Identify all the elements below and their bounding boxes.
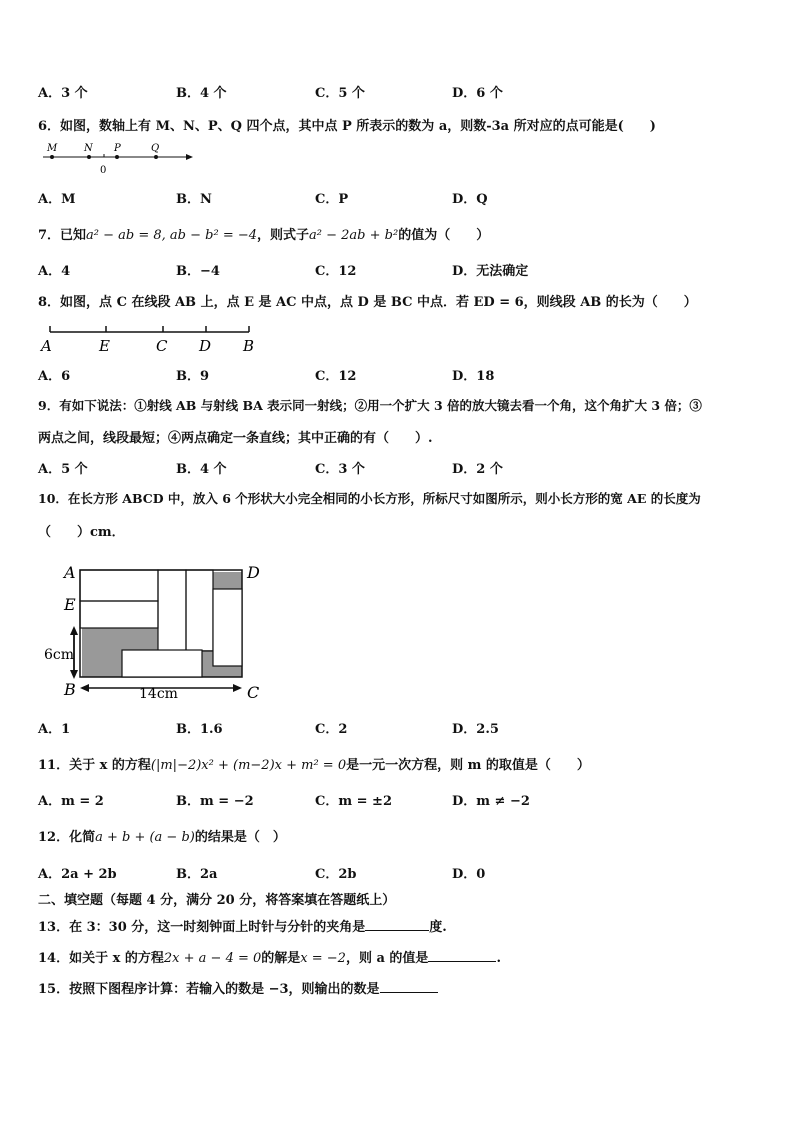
q15-answer-blank[interactable] bbox=[380, 980, 438, 993]
q8-stem: 8．如图，点 C 在线段 AB 上，点 E 是 AC 中点，点 D 是 BC 中点．若 ED = 6，则线段 AB 的长为（ ） bbox=[38, 295, 697, 310]
q9-option-b: B．4 个 bbox=[176, 462, 227, 477]
q8-option-a: A．6 bbox=[38, 369, 71, 384]
q8-option-b: B．9 bbox=[176, 369, 210, 384]
q12-option-b: B．2a bbox=[176, 867, 218, 882]
q10-rectangle-figure bbox=[38, 558, 274, 704]
q11-option-b: B．m = −2 bbox=[176, 794, 254, 809]
q11-stem bbox=[38, 754, 590, 773]
q6-label-n: N bbox=[84, 143, 93, 154]
q9-stem-line2: 两点之间，线段最短；④两点确定一条直线；其中正确的有（ ）. bbox=[38, 431, 433, 446]
q7-math-given: a² − ab = 8, ab − b² = −4 bbox=[86, 228, 258, 243]
q8-point-b: B bbox=[243, 337, 255, 355]
q11-math-equation: (|m|−2)x² + (m−2)x + m² = 0 bbox=[150, 758, 347, 773]
q14-math-equation: 2x + a − 4 = 0 bbox=[163, 951, 262, 966]
q8-point-d: D bbox=[199, 337, 212, 355]
q11-option-d: D．m ≠ −2 bbox=[452, 794, 530, 809]
q7-mid: ，则式子 bbox=[257, 228, 310, 243]
q7-suffix: 的值为（ ） bbox=[398, 228, 490, 243]
q13-answer-blank[interactable] bbox=[365, 918, 429, 931]
q14-mid: 的解是 bbox=[261, 951, 301, 966]
q10-stem-line2: （ ）cm． bbox=[38, 525, 125, 540]
q11-option-a: A．m = 2 bbox=[38, 794, 104, 809]
q11-suffix: 是一元一次方程，则 m 的取值是（ ） bbox=[346, 758, 590, 773]
q10-label-d: D bbox=[247, 563, 260, 582]
q14-prefix: 14．如关于 x 的方程 bbox=[38, 951, 164, 966]
q5-option-b: B．4 个 bbox=[176, 86, 227, 101]
q14-math-solution: x = −2 bbox=[300, 951, 346, 966]
q11-option-c: C．m = ±2 bbox=[315, 794, 392, 809]
q10-option-c: C．2 bbox=[315, 722, 348, 737]
q12-suffix: 的结果是（ ） bbox=[194, 830, 286, 845]
q5-option-d: D．6 个 bbox=[452, 86, 503, 101]
q7-option-c: C．12 bbox=[315, 264, 357, 279]
q11-prefix: 11．关于 x 的方程 bbox=[38, 758, 151, 773]
q12-prefix: 12．化简 bbox=[38, 830, 96, 845]
q10-option-d: D．2.5 bbox=[452, 722, 499, 737]
q10-label-e: E bbox=[64, 595, 76, 614]
q8-point-a: A bbox=[41, 337, 52, 355]
q10-label-b: B bbox=[64, 680, 76, 699]
q6-label-p: P bbox=[114, 143, 121, 154]
q9-option-a: A．5 个 bbox=[38, 462, 88, 477]
q5-option-c: C．5 个 bbox=[315, 86, 365, 101]
q6-option-a: A．M bbox=[38, 192, 76, 207]
q7-prefix: 7．已知 bbox=[38, 228, 87, 243]
q6-label-q: Q bbox=[151, 143, 160, 154]
q6-label-zero: 0 bbox=[100, 165, 107, 176]
q12-stem bbox=[38, 826, 286, 845]
q9-option-c: C．3 个 bbox=[315, 462, 365, 477]
section-heading-fill-in: 二、填空题（每题 4 分，满分 20 分，将答案填在答题纸上） bbox=[38, 893, 396, 908]
q7-option-d: D．无法确定 bbox=[452, 264, 529, 279]
q6-stem: 6．如图，数轴上有 M、N、P、Q 四个点，其中点 P 所表示的数为 a，则数-3a 所对应的点可能是( ) bbox=[38, 119, 656, 134]
q7-option-a: A．4 bbox=[38, 264, 71, 279]
q6-option-c: C．P bbox=[315, 192, 349, 207]
q13-stem bbox=[38, 916, 447, 935]
q12-math-expression: a + b + (a − b) bbox=[95, 830, 195, 845]
q6-option-d: D．Q bbox=[452, 192, 488, 207]
q6-number-line-figure bbox=[38, 140, 198, 180]
q12-option-a: A．2a + 2b bbox=[38, 867, 117, 882]
q7-option-b: B．−4 bbox=[176, 264, 220, 279]
q9-stem-line1: 9．有如下说法：①射线 AB 与射线 BA 表示同一射线；②用一个扩大 3 倍的放大镜去看一个角，这个角扩大 3 倍；③ bbox=[38, 398, 702, 413]
q13-prefix: 13．在 3：30 分，这一时刻钟面上时针与分针的夹角是 bbox=[38, 920, 366, 935]
q10-label-c: C bbox=[247, 683, 260, 702]
q7-stem bbox=[38, 224, 489, 243]
q7-math-expression: a² − 2ab + b² bbox=[309, 228, 399, 243]
q10-label-a: A bbox=[64, 563, 76, 582]
q14-mid2: ，则 a 的值是 bbox=[345, 951, 429, 966]
q8-point-e: E bbox=[99, 337, 110, 355]
q6-label-m: M bbox=[47, 143, 58, 154]
q15-text: 15．按照下图程序计算：若输入的数是 −3，则输出的数是 bbox=[38, 982, 380, 997]
q10-label-height: 6cm bbox=[44, 647, 75, 663]
q10-label-width: 14cm bbox=[139, 686, 178, 702]
q5-option-a: A．3 个 bbox=[38, 86, 88, 101]
q13-suffix: 度. bbox=[429, 920, 447, 935]
q10-option-a: A．1 bbox=[38, 722, 71, 737]
q14-answer-blank[interactable] bbox=[428, 949, 496, 962]
q14-suffix: . bbox=[496, 951, 501, 966]
q6-option-b: B．N bbox=[176, 192, 212, 207]
q8-option-d: D．18 bbox=[452, 369, 495, 384]
q10-option-b: B．1.6 bbox=[176, 722, 223, 737]
q8-point-c: C bbox=[156, 337, 168, 355]
q8-segment-figure bbox=[38, 318, 268, 356]
q10-stem-line1: 10．在长方形 ABCD 中，放入 6 个形状大小完全相同的小长方形，所标尺寸如图所示，则小长方形的宽 AE 的长度为 bbox=[38, 491, 701, 506]
q15-stem bbox=[38, 978, 438, 997]
q14-stem bbox=[38, 947, 501, 966]
q12-option-d: D．0 bbox=[452, 867, 486, 882]
q8-option-c: C．12 bbox=[315, 369, 357, 384]
q12-option-c: C．2b bbox=[315, 867, 357, 882]
q9-option-d: D．2 个 bbox=[452, 462, 503, 477]
